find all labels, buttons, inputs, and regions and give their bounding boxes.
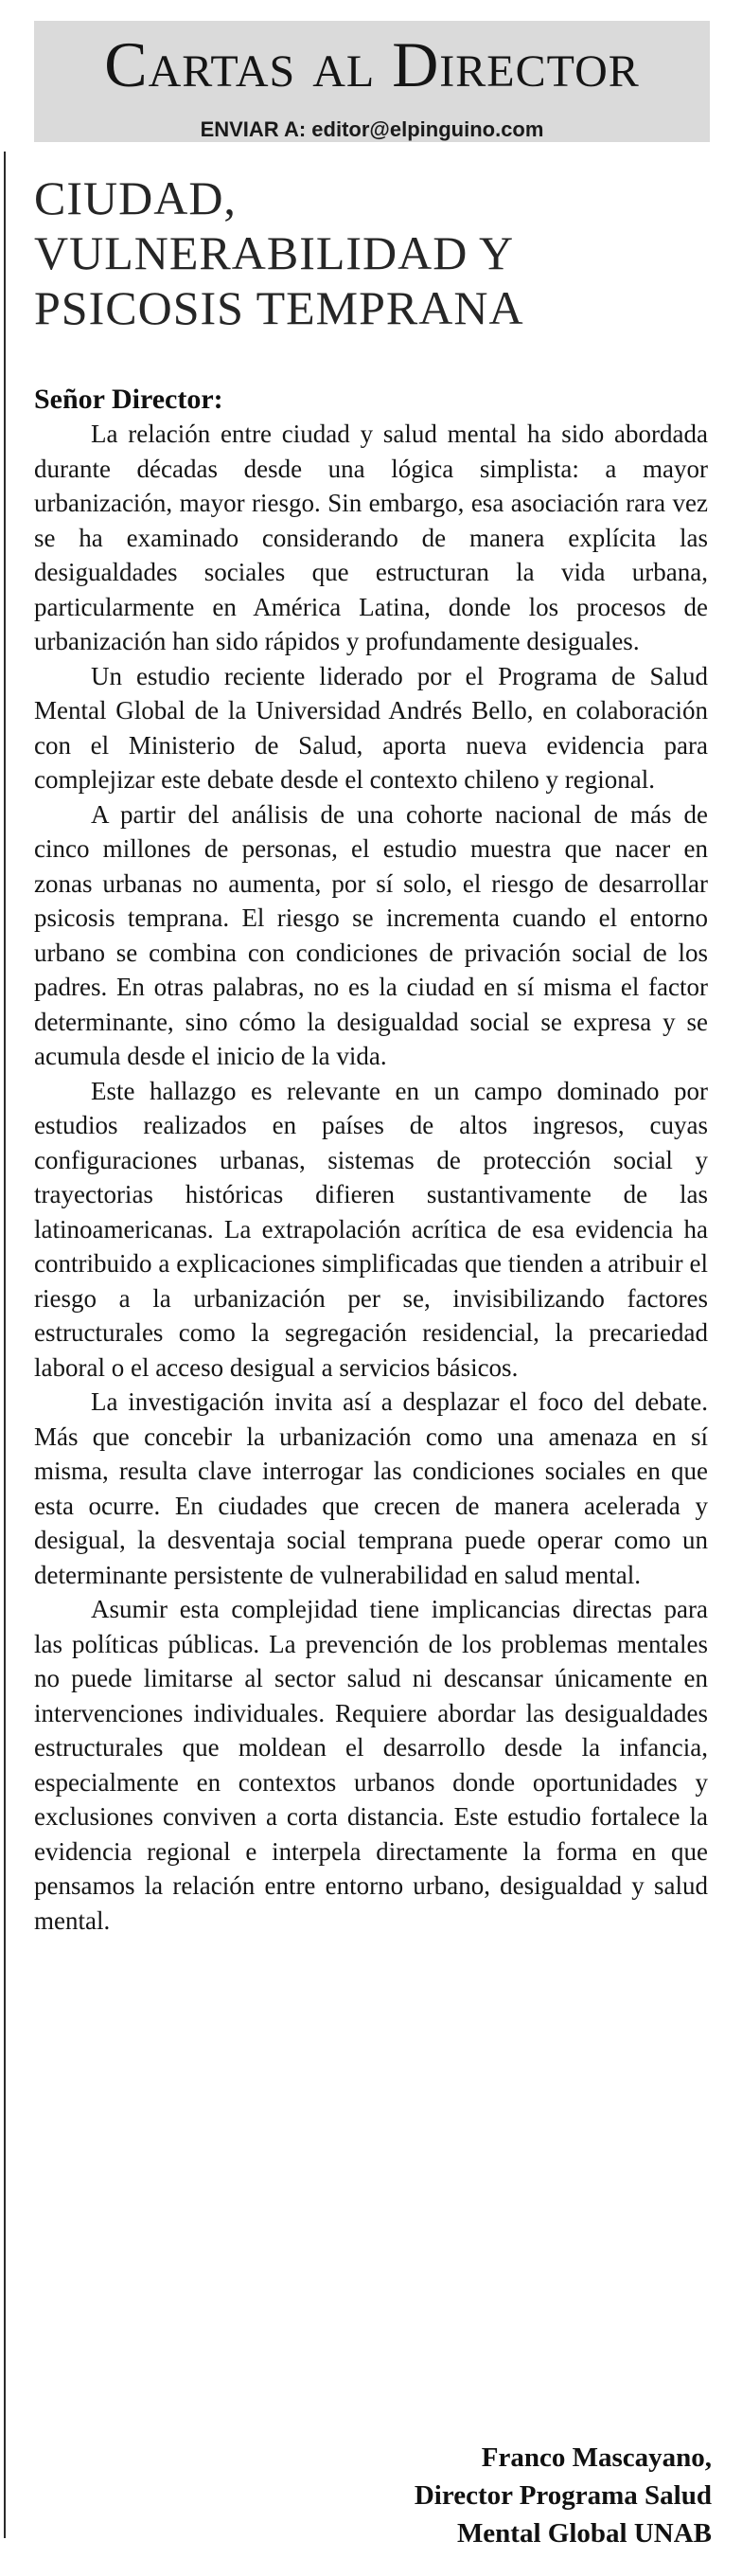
paragraph: Un estudio reciente liderado por el Programa de Salud Mental Global de la Universidad Andrés Bello, en colaboración con el Ministerio de Salud, aporta nueva evidencia para complejizar este debate desde el contexto chileno y regional.	[34, 661, 708, 794]
headline-line: VULNERABILIDAD Y	[34, 226, 515, 279]
author-signature	[415, 2439, 712, 2552]
section-masthead	[34, 21, 710, 142]
article-headline	[34, 170, 716, 335]
column-rule	[4, 152, 6, 2538]
headline-line: CIUDAD,	[34, 171, 237, 224]
paragraph: Este hallazgo es relevante en un campo dominado por estudios realizados en países de altos ingresos, cuyas configuraciones urbanas, sistemas de protección social y trayectorias históricas difieren sustantivamente de las latinoamericanas. La extrapolación acrítica de esa evidencia ha contribuido a explicaciones simplificadas que tienden a atribuir el riesgo a la urbanización per se, invisibilizando factores estructurales como la segregación residencial, la precariedad laboral o el acceso desigual a servicios básicos.	[34, 1076, 708, 1382]
article-body	[34, 417, 708, 1938]
section-title: Cartas al Director	[104, 28, 640, 100]
headline-line: PSICOSIS TEMPRANA	[34, 281, 524, 334]
signature-line: Franco Mascayano,	[481, 2442, 712, 2473]
paragraph: A partir del análisis de una cohorte nacional de más de cinco millones de personas, el estudio muestra que nacer en zonas urbanas no aumenta, por sí solo, el riesgo de desarrollar psicosis temprana. El riesgo se incrementa cuando el entorno urbano se combina con condiciones de privación social de los padres. En otras palabras, no es la ciudad en sí misma el factor determinante, sino cómo la desigualdad social se expresa y se acumula desde el inicio de la vida.	[34, 799, 708, 1070]
send-to-email: ENVIAR A: editor@elpinguino.com	[200, 117, 544, 141]
salutation: Señor Director:	[34, 384, 223, 415]
paragraph: Asumir esta complejidad tiene implicancias directas para las políticas públicas. La prevención de los problemas mentales no puede limitarse al sector salud ni descansar únicamente en intervenciones individuales. Requiere abordar las desigualdades estructurales que moldean el desarrollo desde la infancia, especialmente en contextos urbanos donde oportunidades y exclusiones conviven a corta distancia. Este estudio fortalece la evidencia regional e interpela directamente la forma en que pensamos la relación entre entorno urbano, desigualdad y salud mental.	[34, 1595, 708, 1935]
signature-line: Mental Global UNAB	[456, 2518, 712, 2549]
paragraph: La relación entre ciudad y salud mental ha sido abordada durante décadas desde una lógica simplista: a mayor urbanización, mayor riesgo. Sin embargo, esa asociación rara vez se ha examinado considerando de manera explícita las desigualdades sociales que estructuran la vida urbana, particularmente en América Latina, donde los procesos de urbanización han sido rápidos y profundamente desiguales.	[34, 420, 708, 655]
paragraph: La investigación invita así a desplazar el foco del debate. Más que concebir la urbanización como una amenaza en sí misma, resulta clave interrogar las condiciones sociales en que esta ocurre. En ciudades que crecen de manera acelerada y desigual, la desventaja social temprana puede operar como un determinante persistente de vulnerabilidad en salud mental.	[34, 1387, 708, 1589]
signature-line: Director Programa Salud	[414, 2480, 712, 2511]
